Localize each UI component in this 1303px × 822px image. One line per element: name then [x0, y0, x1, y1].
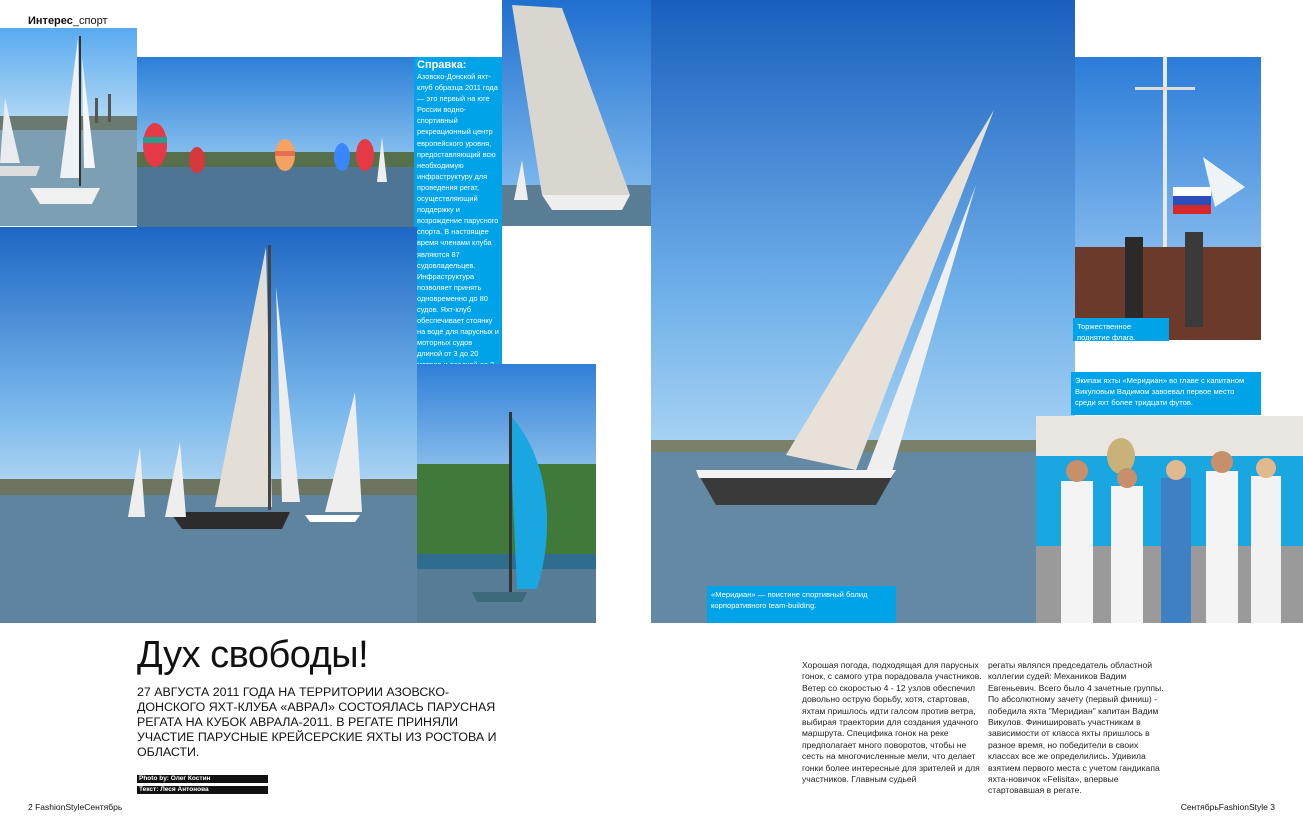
photo-nestea-spinnaker — [417, 364, 596, 623]
folio-right: СентябрьFashionStyle 3 — [1180, 802, 1275, 812]
caption-flag-raising: Торжественное поднятие флага. — [1073, 318, 1169, 341]
photo-mainsail-closeup — [502, 0, 651, 226]
section-label: Интерес_спорт — [28, 15, 108, 27]
photo-yacht-harbor — [0, 28, 137, 226]
article-headline: Дух свободы! — [137, 634, 369, 676]
info-sidebar-text: Азовско-Донской яхт-клуб образца 2011 года — это первый на юге России водно-спортивный рекреационный центр европейского уровня, предоставляющий всю необходимую инфраструктуру для проведения регат, осуществляющий поддержку и возрождение парусного спорта. В настоящее время членами клуба являются 87 судовладельцев. Инфраструктура позволяет принять одновременно до 80 судов. Яхт-клуб обеспечивает стоянку на воде для парусных и моторных судов длиной от 3 до 20 — [417, 72, 499, 359]
photo-flag-raising — [1075, 57, 1261, 340]
photo-meridian-yacht — [651, 0, 1075, 623]
article-lead: 27 АВГУСТА 2011 ГОДА НА ТЕРРИТОРИИ АЗОВСКО-ДОНСКОГО ЯХТ-КЛУБА «АВРАЛ» СОСТОЯЛАСЬ ПАРУСНАЯ РЕГАТА НА КУБОК АВРАЛА-2011. В РЕГАТЕ ПРИНЯЛИ УЧАСТИЕ ПАРУСНЫЕ КРЕЙСЕРСКИЕ ЯХТЫ ИЗ РОСТОВА И ОБЛАСТИ. — [137, 685, 497, 759]
photo-award-crew — [1036, 416, 1303, 623]
info-sidebar-title: Справка: — [417, 59, 467, 71]
folio-left: 2 FashionStyleСентябрь — [28, 802, 123, 812]
photo-regatta-main — [0, 227, 417, 623]
article-column-1: Хорошая погода, подходящая для парусных гонок, с самого утра порадовала участников. Ветер со скоростью 4 - 12 узлов обеспечил довольно острую борьбу, хотя, стартовав, яхтам пришлось идти галсом против ветра, выбирая траектории для создания удачного маршрута. Специфика гонок на реке предполагает много поворотов, чтобы не сесть на многочисленные мели, что делает гонки более интересные для зрителей и для участников. Главным судьей — [802, 660, 982, 785]
caption-meridian: «Меридиан» — поистине спортивный болид корпоративного team-building. — [707, 586, 896, 623]
caption-crew: Экипаж яхты «Меридиан» во главе с капитаном Викуловым Вадимом завоевал первое место среди яхт более тридцати футов. — [1071, 372, 1261, 415]
article-column-2: регаты являлся председатель областной коллегии судей: Механиков Вадим Евгеньевич. Всего было 4 зачетные группы. По абсолютному зачету (первый финиш) - победила яхта "Меридиан" капитан Вадим Викулов. Финишировать участникам в зависимости от класса яхты пришлось в разное время, но победители в своих классах все же определились. Удивила взятием первого места с учетом гандикапа яхта-новичок «Felisita», впервые стартовавшая в регате. — [988, 660, 1164, 796]
photo-spinnakers — [137, 57, 415, 227]
info-sidebar — [414, 57, 502, 364]
text-credit: Текст: Леся Антонова — [137, 786, 268, 794]
photo-credit: Photo by: Олег Костин — [137, 775, 268, 783]
